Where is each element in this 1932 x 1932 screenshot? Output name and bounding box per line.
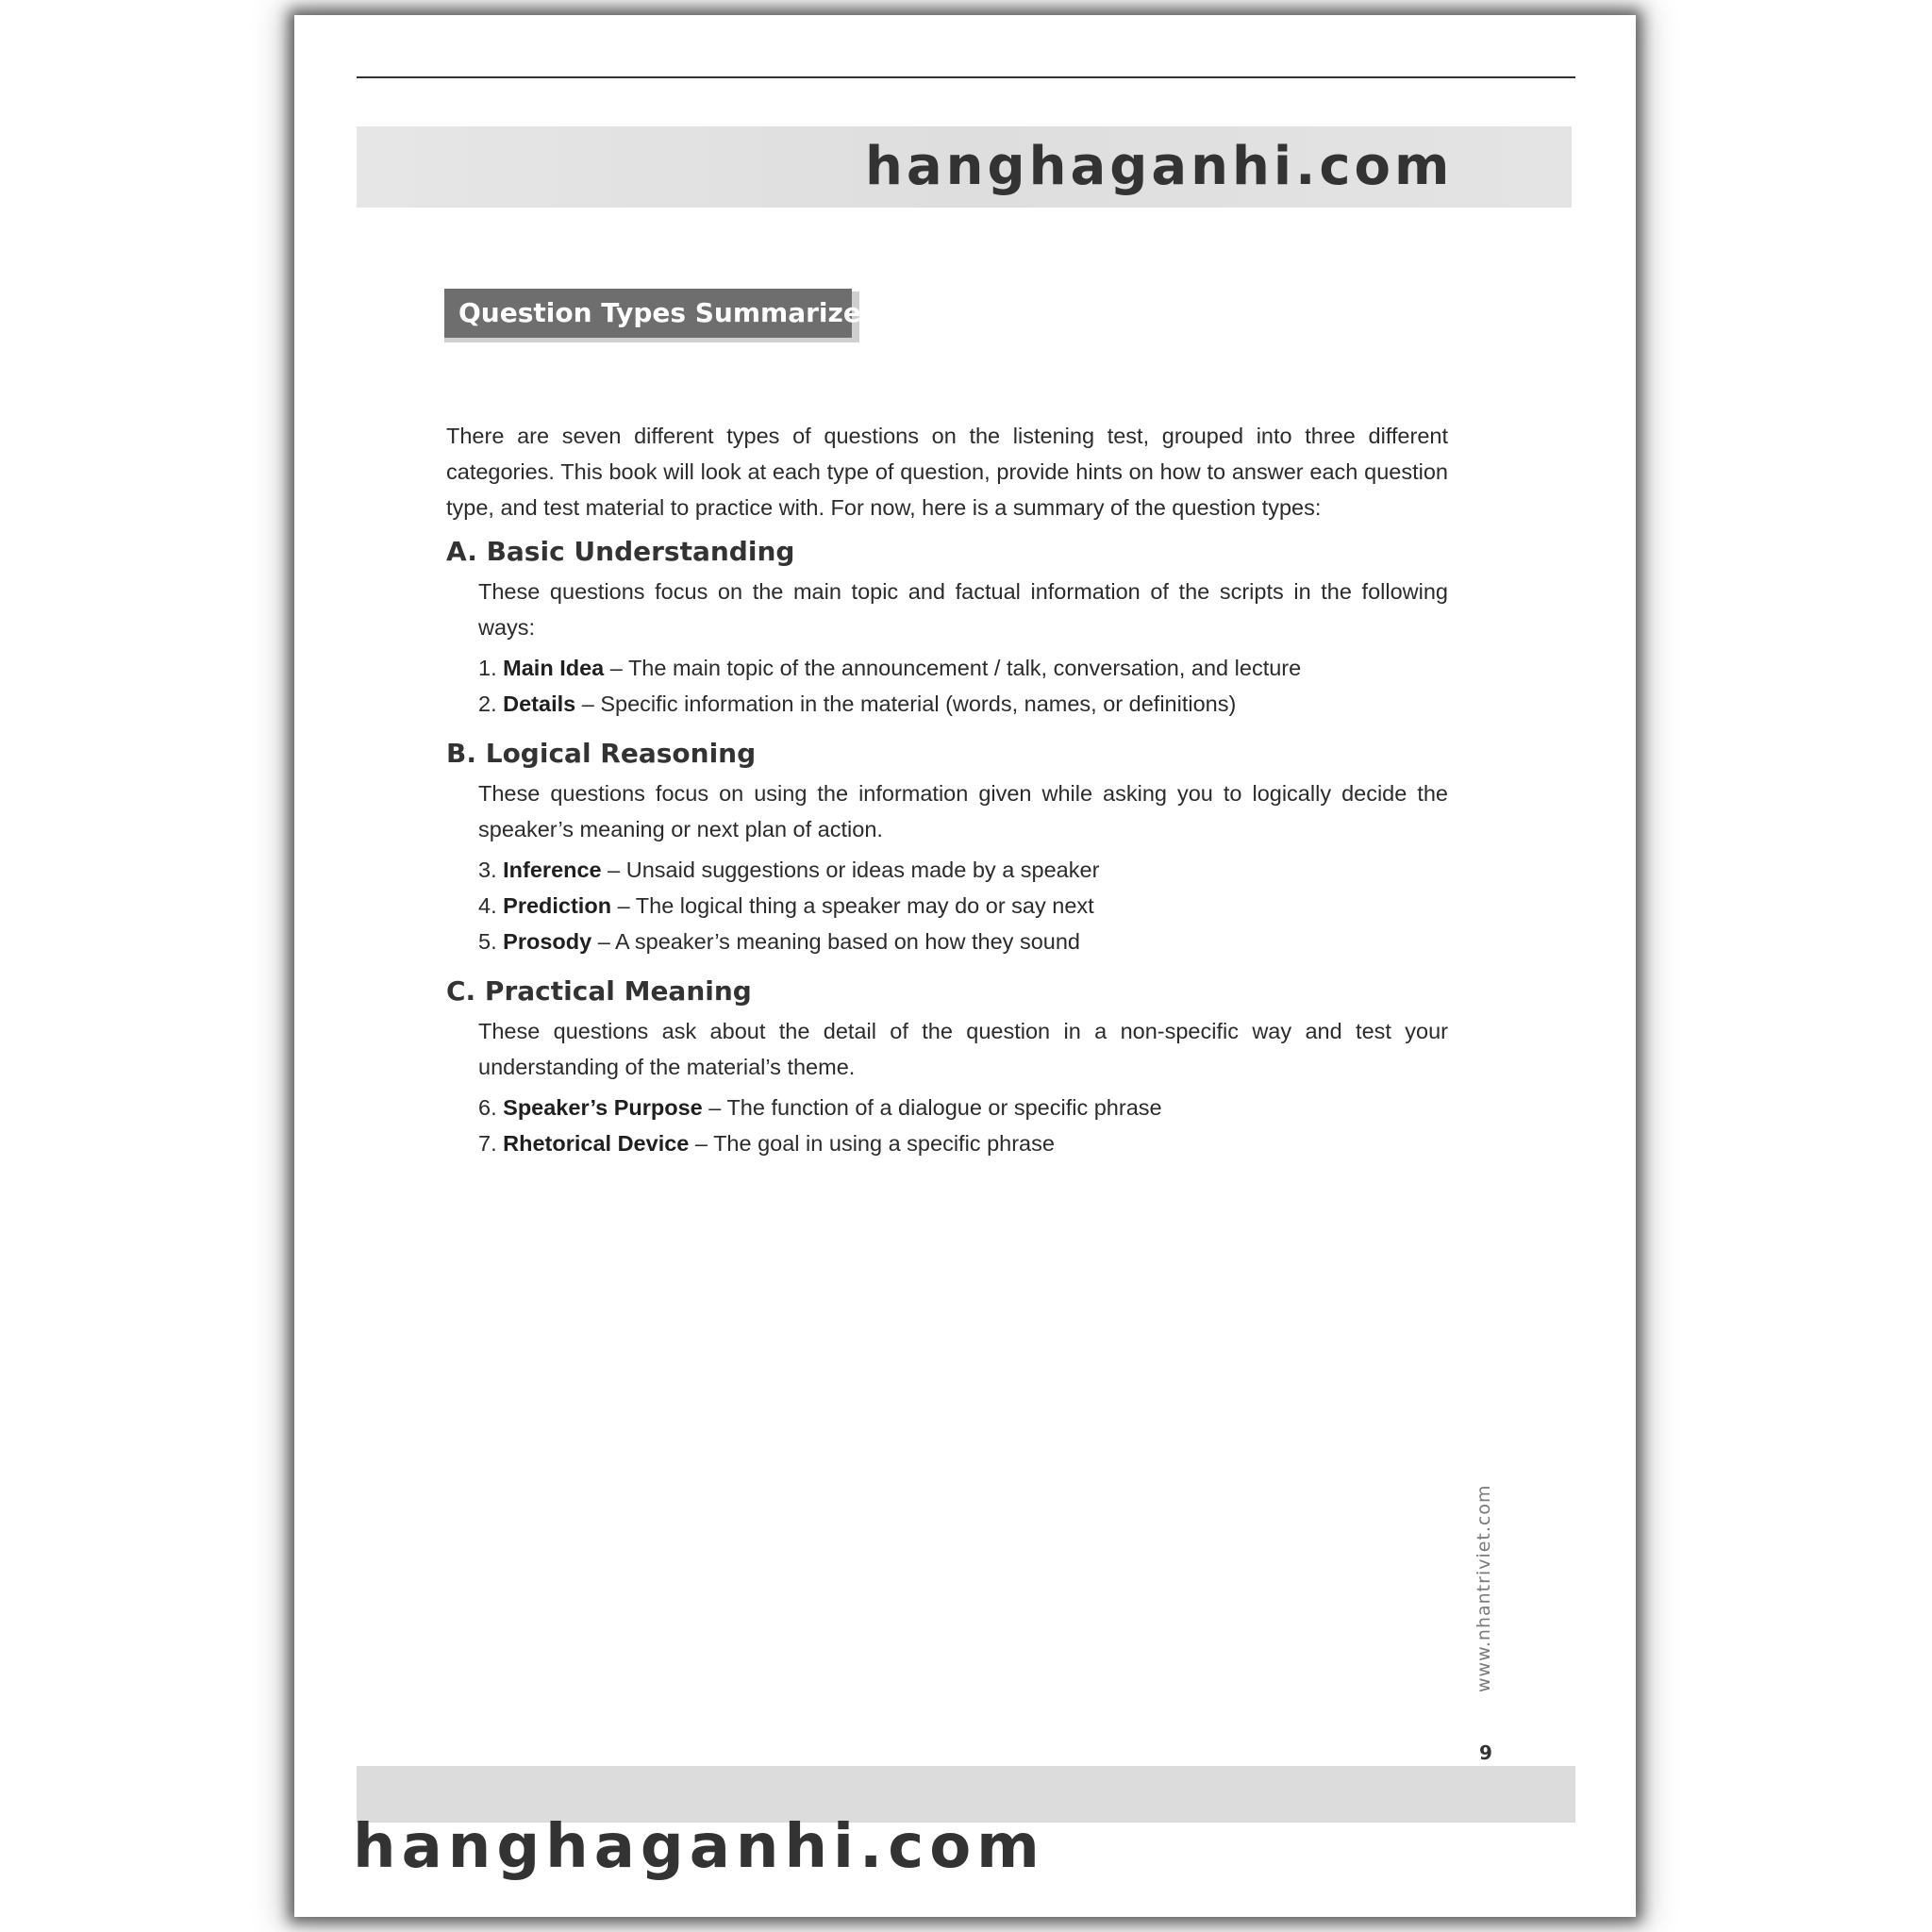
item-number: 5. — [478, 929, 497, 954]
list-item — [478, 686, 1448, 722]
item-definition: – The main topic of the announcement / talk, conversation, and lecture — [604, 656, 1302, 680]
item-term: Speaker’s Purpose — [503, 1095, 703, 1120]
item-number: 2. — [478, 691, 497, 716]
page-number: 9 — [1479, 1741, 1492, 1764]
item-definition: – Unsaid suggestions or ideas made by a speaker — [601, 858, 1100, 882]
watermark-top: hanghaganhi.com — [865, 136, 1454, 197]
publisher-url-vertical — [1474, 1466, 1511, 1692]
item-term: Prosody — [503, 929, 592, 954]
list-item — [478, 1125, 1448, 1161]
header-rule — [357, 76, 1575, 78]
item-definition: – The goal in using a specific phrase — [689, 1131, 1055, 1156]
publisher-url-text: www.nhantriviet.com — [1474, 1484, 1494, 1692]
watermark-bottom: hanghaganhi.com — [353, 1812, 1045, 1882]
item-definition: – Specific information in the material (words, names, or definitions) — [575, 691, 1237, 716]
list-item — [478, 650, 1448, 686]
category-description: These questions focus on the main topic and factual information of the scripts in the following ways: — [478, 579, 1448, 640]
category-heading-logical-reasoning: B. Logical Reasoning — [446, 738, 757, 769]
item-definition: – The logical thing a speaker may do or say next — [611, 893, 1094, 918]
item-number: 3. — [478, 858, 497, 882]
list-item — [478, 924, 1448, 959]
item-number: 1. — [478, 656, 497, 680]
item-term: Details — [503, 691, 576, 716]
item-definition: – The function of a dialogue or specific phrase — [702, 1095, 1162, 1120]
list-item — [478, 1090, 1448, 1125]
list-item — [478, 888, 1448, 924]
question-type-list — [478, 852, 1448, 959]
item-term: Prediction — [503, 893, 612, 918]
item-term: Main Idea — [503, 656, 605, 680]
book-page — [294, 15, 1636, 1917]
category-heading-practical-meaning: C. Practical Meaning — [446, 975, 752, 1007]
category-description: These questions ask about the detail of the question in a non-specific way and test your understanding of the material’s theme. — [478, 1019, 1448, 1079]
item-term: Inference — [503, 858, 602, 882]
category-heading-basic-understanding: A. Basic Understanding — [446, 536, 795, 567]
page-content — [446, 418, 1448, 1161]
category-description: These questions focus on using the information given while asking you to logically decide the speaker’s meaning or next plan of action. — [478, 781, 1448, 841]
intro-paragraph: There are seven different types of questions on the listening test, grouped into three different categories. This book will look at each type of question, provide hints on how to answer each question type, and test material to practice with. For now, here is a summary of the question types: — [446, 424, 1448, 520]
item-number: 7. — [478, 1131, 497, 1156]
item-definition: – A speaker’s meaning based on how they sound — [591, 929, 1080, 954]
item-term: Rhetorical Device — [503, 1131, 690, 1156]
question-type-list — [478, 650, 1448, 722]
section-title: Question Types Summarized — [444, 289, 852, 338]
question-type-list — [478, 1090, 1448, 1161]
list-item — [478, 852, 1448, 888]
item-number: 4. — [478, 893, 497, 918]
item-number: 6. — [478, 1095, 497, 1120]
